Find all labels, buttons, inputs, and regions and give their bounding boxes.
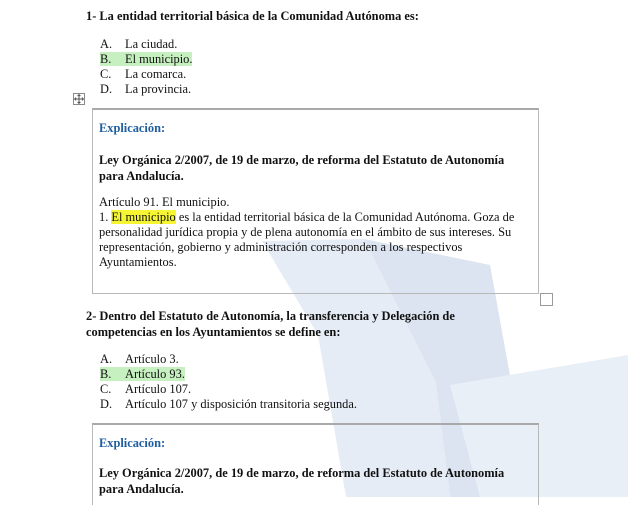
option-d[interactable]: D. Artículo 107 y disposición transitoria segunda. [100,397,357,411]
question-1-options [100,37,192,97]
resize-square-icon[interactable] [540,293,553,306]
explanation-box-1 [92,108,539,294]
explanation-heading: Explicación: [99,121,166,135]
option-b-correct[interactable]: B. El municipio. [100,52,193,66]
question-1-title: 1- La entidad territorial básica de la Comunidad Autónoma es: [86,9,419,23]
option-b-correct[interactable]: B. Artículo 93. [100,367,185,381]
law-reference: Ley Orgánica 2/2007, de 19 de marzo, de reforma del Estatuto de Autonomía para Andalucía. [99,466,505,496]
option-a[interactable]: A. Artículo 3. [100,352,179,366]
move-cross-icon[interactable] [73,93,85,105]
option-c[interactable]: C. Artículo 107. [100,382,192,396]
article-text: 1. El municipio es la entidad territorial básica de la Comunidad Autónoma. Goza de personalidad jurídica propia y de plena autonomía en el ámbito de sus intereses. Su representación, gobierno y administración corresponden a los respectivos Ayuntamientos. [99,210,515,269]
explanation-body [99,195,527,270]
option-d[interactable]: D. La provincia. [100,82,192,96]
article-title: Artículo 91. El municipio. [99,195,230,209]
highlighted-term: El municipio [111,210,176,224]
explanation-box-2 [92,423,539,505]
question-2-options [100,352,357,412]
option-c[interactable]: C. La comarca. [100,67,187,81]
explanation-heading: Explicación: [99,436,166,450]
law-reference: Ley Orgánica 2/2007, de 19 de marzo, de reforma del Estatuto de Autonomía para Andalucía. [99,153,505,183]
option-a[interactable]: A. La ciudad. [100,37,178,51]
question-2-title: 2- Dentro del Estatuto de Autonomía, la transferencia y Delegación de competencias en los Ayuntamientos se define en: [86,309,455,339]
